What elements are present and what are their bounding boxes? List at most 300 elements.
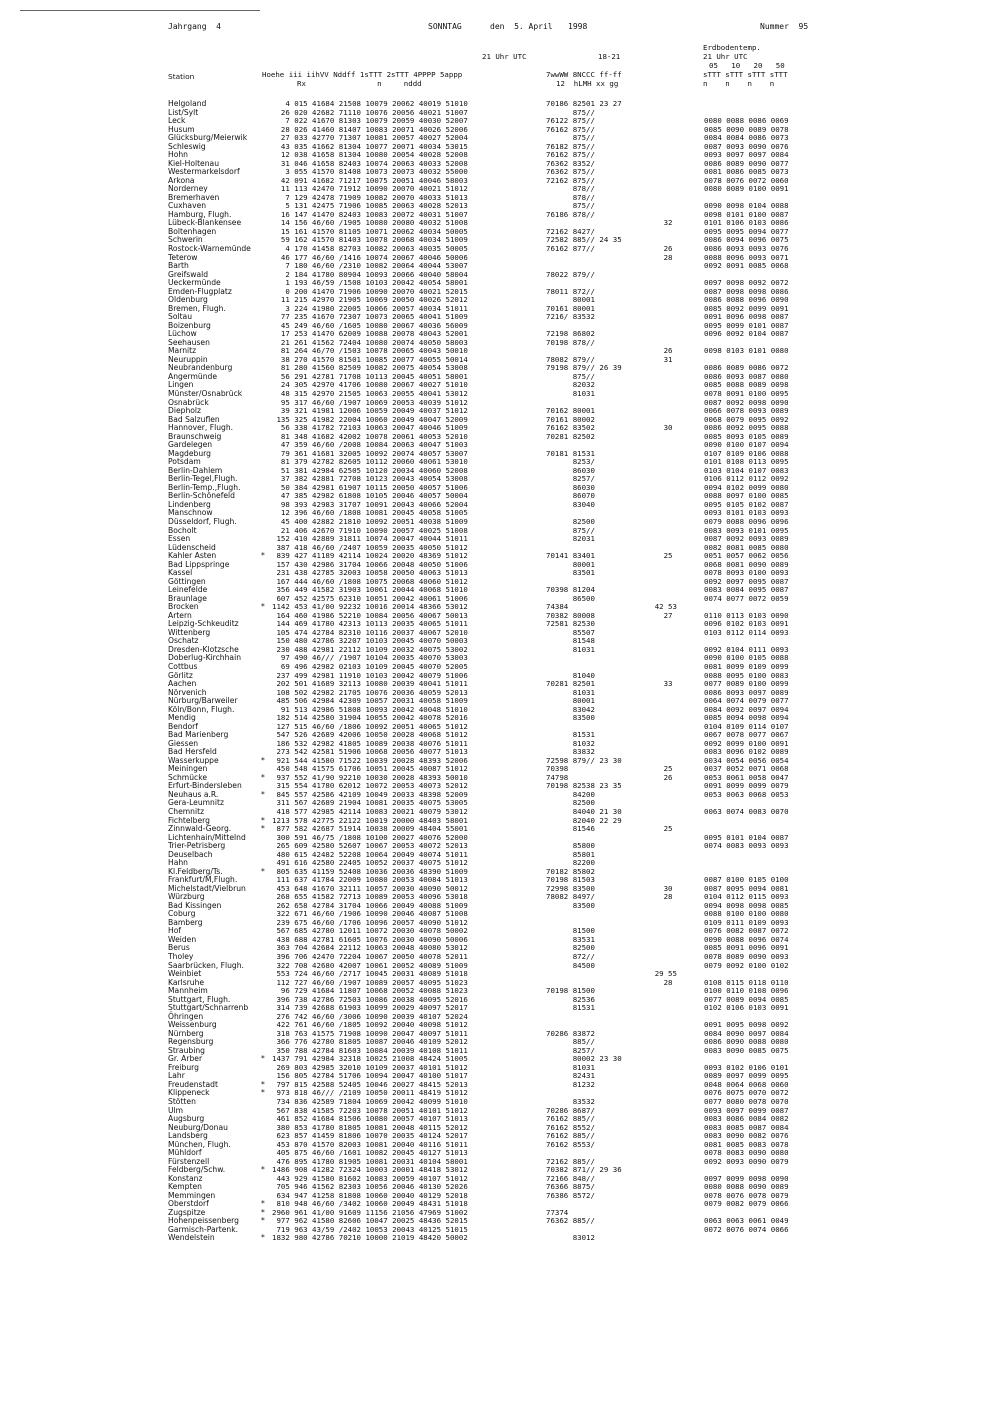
synop-code: 167 444 46/60 /1808 10075 20068 40060 51012	[272, 576, 468, 586]
mountain-marker: *	[261, 1165, 265, 1175]
table-row	[0, 1192, 1000, 1201]
station-name: Landsberg	[168, 1131, 208, 1141]
table-row	[0, 944, 1000, 953]
station-name: Leinefelde	[168, 585, 208, 595]
station-name: Rostock-Warnemünde	[168, 244, 251, 253]
soil-temps: 0103 0104 0107 0083	[704, 465, 789, 475]
station-name: Leipzig-Schkeuditz	[168, 619, 239, 629]
section-code: 70198 81500	[546, 986, 595, 996]
table-row	[0, 595, 1000, 604]
table-row	[0, 544, 1000, 553]
station-name: Kassel	[168, 568, 193, 578]
station-name: Berus	[168, 943, 190, 953]
table-row	[0, 279, 1000, 288]
section-code: 76162 83502	[546, 423, 595, 433]
soil-temps: 0101 0106 0103 0086	[704, 218, 789, 228]
station-name: Zinnwald-Georg.	[168, 824, 232, 834]
section-code: 86030	[546, 465, 595, 475]
station-name: Oberstdorf	[168, 1199, 209, 1209]
section-code: 82536	[546, 994, 595, 1004]
section-code: 81546	[546, 824, 595, 834]
synop-code: 1486 908 41282 72324 10003 20001 48418 53012	[272, 1165, 468, 1175]
table-row	[0, 441, 1000, 450]
table-row	[0, 808, 1000, 817]
section-code: 81531	[546, 730, 595, 740]
station-name: Meiningen	[168, 764, 208, 774]
table-row	[0, 1132, 1000, 1141]
table-row	[0, 1175, 1000, 1184]
extra-code: 26	[628, 772, 673, 782]
extra-code: 25	[628, 551, 673, 561]
table-row	[0, 893, 1000, 902]
table-row	[0, 740, 1000, 749]
synop-code: 45 249 46/60 /1605 10080 20067 40036 56009	[272, 320, 468, 330]
top-rule	[20, 10, 260, 11]
table-row	[0, 970, 1000, 979]
station-name: Lingen	[168, 380, 194, 390]
table-row	[0, 194, 1000, 203]
soil-temps: 0081 0085 0083 0078	[704, 1139, 789, 1149]
station-name: Helgoland	[168, 99, 207, 108]
soil-temps: 0092 0099 0100 0091	[704, 738, 789, 748]
table-row	[0, 364, 1000, 373]
synop-code: 81 264 46/70 /1503 10078 20065 40043 50010	[272, 346, 468, 356]
table-row	[0, 1124, 1000, 1133]
table-row	[0, 851, 1000, 860]
section-code: 878//	[546, 184, 595, 194]
section-code: 76362 885//	[546, 1216, 595, 1226]
section-code: 83501	[546, 568, 595, 578]
station-name: Kempten	[168, 1182, 202, 1192]
table-row	[0, 1047, 1000, 1056]
date-label: den 5. April	[490, 22, 553, 31]
section-code: 70161 80001	[546, 303, 595, 313]
synop-code: 7 022 41670 81303 10079 20059 40030 52007	[272, 116, 468, 126]
synop-code: 24 305 42970 41706 10080 20067 40027 51010	[272, 380, 468, 390]
synop-code: 182 514 42580 31904 10055 20042 40078 52016	[272, 713, 468, 723]
table-row	[0, 680, 1000, 689]
synop-code: 12 038 41658 81304 10080 20054 40028 52008	[272, 150, 468, 160]
table-row	[0, 202, 1000, 211]
soil-temps: 0078 0093 0100 0093	[704, 568, 789, 578]
station-name: Hohn	[168, 150, 188, 160]
synop-code: 112 727 46/60 /1907 10089 20057 40095 51023	[272, 977, 468, 987]
soil-depths: 05 10 20 50	[709, 61, 785, 70]
station-name: Giessen	[168, 738, 199, 748]
section-code: 76162 885//	[546, 1114, 595, 1124]
station-name: Lübeck-Blankensee	[168, 218, 242, 228]
table-row	[0, 236, 1000, 245]
extra-code: 42 53	[628, 602, 677, 612]
station-name: Frankfurt/M,Flugh.	[168, 875, 238, 885]
table-row	[0, 1004, 1000, 1013]
table-row	[0, 953, 1000, 962]
soil-temps: 0080 0088 0090 0089	[704, 1182, 789, 1192]
table-row	[0, 535, 1000, 544]
table-row	[0, 211, 1000, 220]
section-code: 7216/ 83532	[546, 312, 595, 322]
section-code: 70281 82501	[546, 679, 595, 689]
synop-code: 81 379 42782 82605 10112 20060 40061 53010	[272, 457, 468, 467]
table-row	[0, 509, 1000, 518]
station-name: Weissenburg	[168, 1020, 217, 1030]
section-code: 70398	[546, 764, 569, 774]
table-row	[0, 663, 1000, 672]
station-name: Bad Kissingen	[168, 900, 222, 910]
synop-code: 387 418 46/60 /2407 10059 20035 40050 51012	[272, 542, 468, 552]
synop-code: 21 406 42670 71910 10090 20057 40025 51008	[272, 525, 468, 535]
section-code: 72162 8427/	[546, 226, 595, 236]
soil-temps: 0090 0088 0096 0074	[704, 934, 789, 944]
soil-temps: 0087 0095 0094 0081	[704, 883, 789, 893]
station-name: Mendig	[168, 713, 196, 723]
section-code: 81548	[546, 636, 595, 646]
section-code: 78011 872//	[546, 286, 595, 296]
station-name: Emden-Flugplatz	[168, 286, 232, 296]
synop-code: 2 184 41780 80904 10093 20066 40040 58004	[272, 269, 468, 279]
mountain-marker: *	[261, 866, 265, 876]
soil-temps: 0053 0063 0068 0053	[704, 789, 789, 799]
soil-temps: 0098 0103 0101 0080	[704, 346, 789, 356]
soil-temps: 0078 0076 0072 0060	[704, 175, 789, 185]
table-row	[0, 407, 1000, 416]
table-row	[0, 654, 1000, 663]
section-code: 84040 21 30	[546, 806, 622, 816]
section-code: 82032	[546, 380, 595, 390]
station-name: Chemnitz	[168, 806, 205, 816]
station-name: Freiburg	[168, 1062, 199, 1072]
table-row	[0, 731, 1000, 740]
table-row	[0, 1107, 1000, 1116]
synop-code: 450 548 41575 61706 10051 20045 40087 51012	[272, 764, 468, 774]
soil-temps: 0093 0097 0099 0087	[704, 1105, 789, 1115]
station-name: Boltenhagen	[168, 226, 217, 236]
issue-number-label: Nummer 95	[760, 22, 809, 31]
soil-temps: 0068 0079 0095 0092	[704, 414, 789, 424]
volume-label: Jahrgang 4	[168, 22, 221, 31]
station-name: Neuruppin	[168, 354, 208, 364]
synop-code: 607 452 42575 62310 10051 20042 40061 51006	[272, 593, 468, 603]
synop-code: 363 704 42684 22112 10063 20048 40080 53012	[272, 943, 468, 953]
section-code: 76162 8553/	[546, 1139, 595, 1149]
extra-code: 32	[628, 218, 673, 228]
soil-temps: 0066 0078 0093 0089	[704, 406, 789, 416]
section-code: 82500	[546, 943, 595, 953]
section-code: 84200	[546, 789, 595, 799]
section-code: 8257/	[546, 474, 595, 484]
table-row	[0, 1234, 1000, 1243]
synop-code: 1832 980 42786 70210 10000 21019 48420 50002	[272, 1233, 468, 1243]
synop-code: 805 635 41159 52408 10036 20036 48390 51009	[272, 866, 468, 876]
soil-temps: 0083 0090 0085 0075	[704, 1045, 789, 1055]
station-name: Hahn	[168, 858, 188, 868]
soil-temps: 0086 0088 0096 0090	[704, 295, 789, 305]
section-code: 80001	[546, 559, 595, 569]
synop-code: 56 291 42781 71708 10113 20045 40051 58001	[272, 371, 468, 381]
station-name: Weinbiet	[168, 969, 202, 979]
station-name: Hohenpeissenberg	[168, 1216, 239, 1226]
table-row	[0, 723, 1000, 732]
table-row	[0, 646, 1000, 655]
station-name: Berlin-Temp.,Flugh.	[168, 482, 241, 492]
synop-code: 26 020 42682 71110 10076 20056 40021 51007	[272, 107, 468, 117]
soil-temps: 0087 0092 0098 0090	[704, 397, 789, 407]
mountain-marker: *	[261, 1088, 265, 1098]
synop-code: 144 469 41780 42313 10113 20035 40065 51011	[272, 619, 468, 629]
section-code: 875//	[546, 201, 595, 211]
station-name: Bad Salzuflen	[168, 414, 220, 424]
synop-code: 12 396 46/60 /1808 10081 20045 40058 51005	[272, 508, 468, 518]
synop-code: 396 738 42786 72503 10086 20038 40095 52016	[272, 994, 468, 1004]
table-row	[0, 885, 1000, 894]
mountain-marker: *	[261, 1199, 265, 1209]
station-name: Kl.Feldberg/Ts.	[168, 866, 223, 876]
period-label: 18-21	[598, 52, 621, 61]
soil-temps: 0092 0097 0095 0087	[704, 576, 789, 586]
synop-code: 318 763 41575 71908 10090 20047 40097 51011	[272, 1028, 468, 1038]
station-name: Barth	[168, 261, 189, 271]
synop-code: 7 129 42478 71909 10082 20070 40033 51013	[272, 192, 468, 202]
soil-temps: 0079 0088 0096 0096	[704, 516, 789, 526]
table-row	[0, 356, 1000, 365]
synop-code: 15 161 41570 81105 10071 20062 40034 50005	[272, 226, 468, 236]
section-code: 83532	[546, 1097, 595, 1106]
section-code: 72162 885//	[546, 1156, 595, 1166]
soil-temps: 0097 0099 0098 0090	[704, 1173, 789, 1183]
table-row	[0, 586, 1000, 595]
station-name: Saarbrücken, Flugh.	[168, 960, 244, 970]
synop-code: 42 091 41682 71217 10075 20051 40046 58003	[272, 175, 468, 185]
synop-code: 3 055 41570 81408 10073 20073 40032 55000	[272, 167, 468, 177]
station-name: Doberlug-Kirchhain	[168, 653, 242, 663]
station-name: Augsburg	[168, 1114, 205, 1124]
synop-code: 96 729 41684 11807 10068 20052 40088 51023	[272, 986, 468, 996]
synop-code: 567 838 41585 72203 10078 20051 40101 51012	[272, 1105, 468, 1115]
section-code: 83832	[546, 747, 595, 757]
soil-temps: 0086 0090 0088 0080	[704, 1037, 789, 1047]
synop-code: 230 488 42981 22112 10109 20032 40075 53002	[272, 644, 468, 654]
synop-code: 567 685 42780 12011 10072 20030 40078 50002	[272, 926, 468, 936]
synop-code: 839 427 41189 42114 10024 20020 48369 51012	[272, 551, 468, 561]
soil-temps: 0097 0098 0092 0072	[704, 278, 789, 288]
section-code: 81040	[546, 670, 595, 680]
section-code: 70198 81503	[546, 875, 595, 885]
soil-temps: 0098 0101 0100 0087	[704, 209, 789, 219]
soil-temps: 0104 0112 0115 0093	[704, 892, 789, 902]
soil-temps: 0085 0094 0098 0094	[704, 713, 789, 723]
synop-code: 300 591 46/75 /1808 10100 20027 40076 52000	[272, 832, 468, 842]
table-row	[0, 168, 1000, 177]
soil-temps: 0086 0092 0095 0088	[704, 423, 789, 433]
table-row	[0, 569, 1000, 578]
section-code: 70382 80008	[546, 610, 595, 620]
section-code: 79198 879// 26 39	[546, 363, 622, 373]
table-row	[0, 629, 1000, 638]
soil-temps: 0067 0078 0077 0067	[704, 730, 789, 740]
section-code: 70181 81531	[546, 448, 595, 458]
synop-code: 921 544 41580 71522 10039 20028 48393 52006	[272, 755, 468, 765]
soil-temps: 0063 0063 0061 0049	[704, 1216, 789, 1226]
synop-code: 1142 453 41/00 92232 10016 20014 48366 53012	[272, 602, 468, 612]
station-name: Trier-Petrisberg	[168, 841, 226, 851]
synop-code: 268 655 41582 72713 10089 20053 40096 53018	[272, 892, 468, 902]
station-name: Memmingen	[168, 1190, 216, 1200]
table-row	[0, 842, 1000, 851]
table-row	[0, 1209, 1000, 1218]
soil-temps: 0087 0093 0090 0076	[704, 141, 789, 151]
section-code: 78022 879//	[546, 269, 595, 279]
section-code: 76162 875//	[546, 124, 595, 134]
section-code: 82200	[546, 858, 595, 868]
section-code: 72582 885// 24 35	[546, 235, 622, 245]
synop-code: 48 315 42970 21505 10063 20055 40041 53012	[272, 389, 468, 399]
station-name: Gera-Leumnitz	[168, 798, 224, 808]
section-code: 76162 877//	[546, 244, 595, 253]
synop-code: 3 224 41980 22005 10066 20057 40034 51011	[272, 303, 468, 313]
station-name: Manschnow	[168, 508, 213, 518]
soil-temps: 0102 0106 0103 0091	[704, 1003, 789, 1013]
soil-temps: 0086 0089 0086 0072	[704, 363, 789, 373]
soil-temps: 0092 0104 0111 0093	[704, 644, 789, 654]
section-code: 76386 8572/	[546, 1190, 595, 1200]
soil-temps: 0090 0098 0104 0088	[704, 201, 789, 211]
station-name: Stuttgart/Schnarrenb	[168, 1003, 249, 1013]
table-row	[0, 288, 1000, 297]
section-code: 74798	[546, 772, 569, 782]
section-code: 70198 878//	[546, 337, 595, 347]
synop-code: 276 742 46/60 /3006 10090 20039 40107 52024	[272, 1011, 468, 1021]
extra-code: 28	[628, 892, 673, 902]
station-name: Cottbus	[168, 661, 198, 671]
table-row	[0, 612, 1000, 621]
table-row	[0, 927, 1000, 936]
station-name: Bendorf	[168, 721, 198, 731]
table-row	[0, 637, 1000, 646]
station-name: Hannover, Flugh.	[168, 423, 234, 433]
section-code: 76362 8352/	[546, 158, 595, 168]
section-code: 81500	[546, 926, 595, 936]
mountain-marker: *	[261, 755, 265, 765]
section-code: 72166 848//	[546, 1173, 595, 1183]
station-name: Fürstenzell	[168, 1156, 210, 1166]
synop-code: 111 637 41784 22009 10080 20053 40084 51013	[272, 875, 468, 885]
station-name: Nürnberg	[168, 1028, 204, 1038]
table-row	[0, 518, 1000, 527]
synop-code: 7 180 46/60 /2310 10082 20064 40044 53007	[272, 261, 468, 271]
section-code: 70198 82538 23 35	[546, 781, 622, 791]
section-code: 83040	[546, 499, 595, 509]
synop-code: 28 026 41460 81407 10083 20071 40026 52006	[272, 124, 468, 134]
table-row	[0, 450, 1000, 459]
section-code: 70281 82502	[546, 431, 595, 441]
table-row	[0, 962, 1000, 971]
station-name: Regensburg	[168, 1037, 214, 1047]
soil-temps: 0090 0100 0105 0088	[704, 653, 789, 663]
soil-temp-heading: Erdbodentemp.	[703, 43, 761, 52]
synop-code: 476 895 41780 81905 10081 20031 40104 58001	[272, 1156, 468, 1166]
soil-temps: 0068 0081 0090 0089	[704, 559, 789, 569]
table-row	[0, 1013, 1000, 1022]
table-row	[0, 859, 1000, 868]
section-code: 76362 875//	[546, 167, 595, 177]
station-name: Michelstadt/Vielbrun	[168, 883, 246, 893]
synop-code: 38 270 41570 81501 10085 20077 40055 50014	[272, 354, 468, 364]
station-name: Stuttgart, Flugh.	[168, 994, 231, 1004]
station-name: Arkona	[168, 175, 195, 185]
table-row	[0, 339, 1000, 348]
station-name: Osnabrück	[168, 397, 209, 407]
station-name: Leck	[168, 116, 186, 126]
synop-code: 405 875 46/60 /1601 10082 20045 40127 51013	[272, 1148, 468, 1158]
synop-code: 59 162 41570 81403 10078 20068 40034 51009	[272, 235, 468, 245]
station-name: Hamburg, Flugh.	[168, 209, 232, 219]
section-code: 83500	[546, 713, 595, 723]
synop-code: 46 177 46/60 /1416 10074 20067 40046 50006	[272, 252, 468, 262]
soil-temps: 0088 0095 0100 0083	[704, 670, 789, 680]
soil-temps: 0093 0097 0097 0084	[704, 150, 789, 160]
soil-temps: 0083 0093 0101 0095	[704, 525, 789, 535]
synop-code: 4 015 41684 21508 10079 20062 40019 51010	[272, 99, 468, 108]
table-row	[0, 1064, 1000, 1073]
table-row	[0, 151, 1000, 160]
station-name: Neuburg/Donau	[168, 1122, 228, 1132]
soil-temps: 0109 0111 0109 0093	[704, 917, 789, 927]
table-row	[0, 458, 1000, 467]
table-row	[0, 1030, 1000, 1039]
section-code: 81032	[546, 738, 595, 748]
synop-code: 322 708 42680 42007 10061 20052 40089 51009	[272, 960, 468, 970]
table-row	[0, 979, 1000, 988]
synop-code: 11 215 42970 21905 10069 20050 40026 52012	[272, 295, 468, 305]
section-code: 82031	[546, 534, 595, 544]
synop-code: 81 280 41560 82509 10082 20075 40054 53008	[272, 363, 468, 373]
synop-code: 31 046 41658 82403 10074 20063 40033 52008	[272, 158, 468, 168]
soil-temps: 0100 0110 0108 0096	[704, 986, 789, 996]
soil-temps: 0093 0102 0106 0101	[704, 1062, 789, 1072]
section-code: 72598 879// 23 30	[546, 755, 622, 765]
synop-code: 50 384 42981 61907 10115 20050 40057 51006	[272, 482, 468, 492]
station-name: Braunlage	[168, 593, 207, 603]
station-name: Würzburg	[168, 892, 205, 902]
table-row	[0, 100, 1000, 109]
station-name: Mannheim	[168, 986, 208, 996]
mountain-marker: *	[261, 1079, 265, 1089]
synop-code: 239 675 46/60 /1706 10096 20057 40090 51012	[272, 917, 468, 927]
table-row	[0, 501, 1000, 510]
station-name: Seehausen	[168, 337, 210, 347]
table-row	[0, 262, 1000, 271]
soil-temps: 0095 0105 0102 0087	[704, 499, 789, 509]
soil-temps: 0087 0092 0093 0089	[704, 534, 789, 544]
station-name: Zugspitze	[168, 1207, 206, 1217]
table-row	[0, 117, 1000, 126]
table-row	[0, 399, 1000, 408]
station-name: Schwerin	[168, 235, 203, 245]
soil-temps: 0074 0077 0072 0059	[704, 593, 789, 603]
synop-code: 91 513 42986 51808 10093 20042 40048 51010	[272, 704, 468, 714]
station-name: Köln/Bonn, Flugh.	[168, 704, 235, 714]
synop-code: 105 474 42784 82310 10116 20037 40067 52010	[272, 627, 468, 637]
synop-code: 322 671 46/60 /1906 10090 20046 40087 51008	[272, 909, 468, 919]
synop-code: 37 382 42881 72708 10123 20043 40054 53008	[272, 474, 468, 484]
synop-code: 157 430 42986 31704 10066 20048 40050 51006	[272, 559, 468, 569]
table-row	[0, 672, 1000, 681]
table-row	[0, 475, 1000, 484]
section-code: 83531	[546, 934, 595, 944]
table-row	[0, 748, 1000, 757]
station-name: Bad Marienberg	[168, 730, 229, 740]
section-code: 72198 86802	[546, 329, 595, 339]
